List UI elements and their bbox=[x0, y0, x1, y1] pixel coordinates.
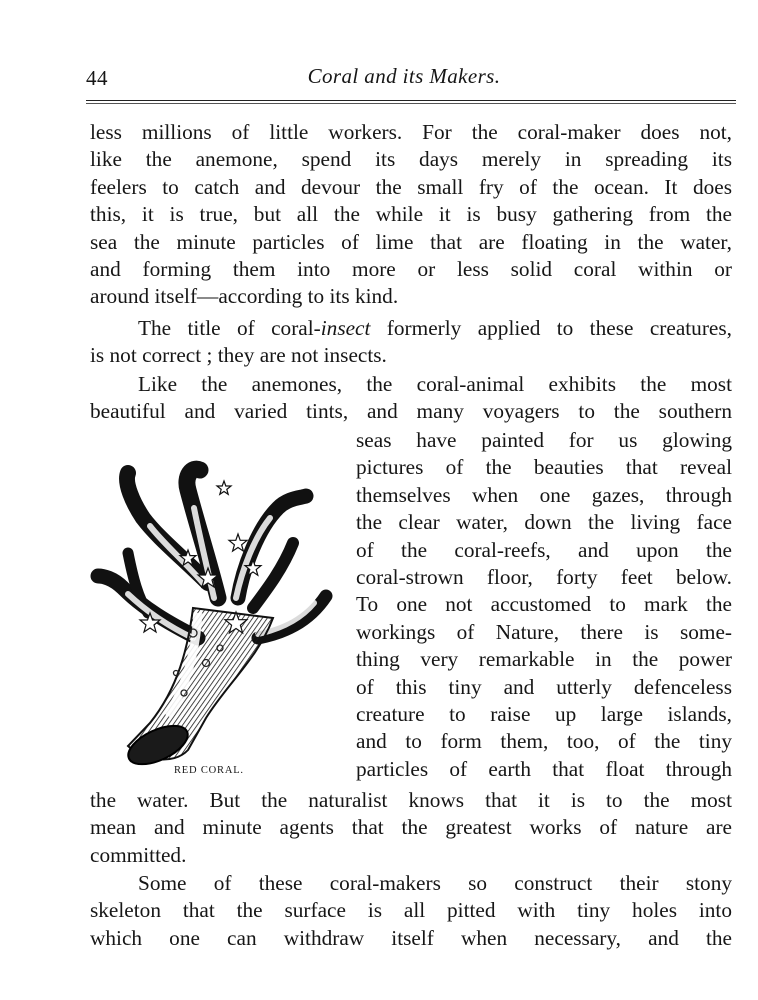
text-run: The title of coral- bbox=[138, 316, 321, 340]
body-line: around itself—according to its kind. bbox=[90, 284, 399, 309]
body-line: is not correct ; they are not insects. bbox=[90, 343, 387, 368]
body-line: and forming them into more or less solid coral within or bbox=[90, 257, 732, 281]
red-coral-illustration bbox=[88, 448, 338, 766]
body-line: particles of earth that float through bbox=[356, 756, 732, 781]
figure-caption: RED CORAL. bbox=[174, 765, 244, 776]
body-line: sea the minute particles of lime that are floating in the water, bbox=[90, 229, 732, 254]
body-line: committed. bbox=[90, 842, 187, 867]
body-line bbox=[90, 315, 732, 342]
body-line: seas have painted for us glowing bbox=[356, 428, 732, 452]
body-line: themselves when one gazes, through bbox=[356, 482, 732, 507]
body-line: Like the anemones, the coral-animal exhibits the most bbox=[138, 372, 732, 396]
running-head: Coral and its Makers. bbox=[307, 64, 501, 88]
body-line: thing very remarkable in the power bbox=[356, 647, 732, 672]
body-line: the water. But the naturalist knows that it is to the most bbox=[90, 788, 732, 812]
body-line: creature to raise up large islands, bbox=[356, 702, 732, 726]
body-line: of this tiny and utterly defenceless bbox=[356, 674, 732, 699]
body-line: To one not accustomed to mark the bbox=[356, 592, 732, 617]
page-number: 44 bbox=[86, 66, 108, 90]
body-line: less millions of little workers. For the coral-maker does not, bbox=[90, 120, 732, 144]
body-line: this, it is true, but all the while it is busy gathering from the bbox=[90, 202, 732, 227]
body-line: like the anemone, spend its days merely in spreading its bbox=[90, 147, 732, 172]
body-line: mean and minute agents that the greatest works of nature are bbox=[90, 815, 732, 840]
body-line: pictures of the beauties that reveal bbox=[356, 455, 732, 480]
body-line: of the coral-reefs, and upon the bbox=[356, 537, 732, 562]
body-line: workings of Nature, there is some- bbox=[356, 619, 732, 644]
body-line: Some of these coral-makers so construct their stony bbox=[138, 871, 732, 895]
body-line: beautiful and varied tints, and many voyagers to the southern bbox=[90, 399, 732, 424]
body-line: which one can withdraw itself when necessary, and the bbox=[90, 925, 732, 950]
body-line: coral-strown floor, forty feet below. bbox=[356, 565, 732, 589]
italic-word: insect bbox=[320, 316, 371, 340]
header-rule bbox=[86, 100, 736, 101]
text-run: formerly applied to these creatures, bbox=[370, 316, 732, 340]
body-line: and to form them, too, of the tiny bbox=[356, 729, 732, 754]
header-rule-thin bbox=[86, 103, 736, 104]
body-line: skeleton that the surface is all pitted with tiny holes into bbox=[90, 898, 732, 923]
body-line: feelers to catch and devour the small fry of the ocean. It does bbox=[90, 174, 732, 199]
body-line: the clear water, down the living face bbox=[356, 510, 732, 535]
